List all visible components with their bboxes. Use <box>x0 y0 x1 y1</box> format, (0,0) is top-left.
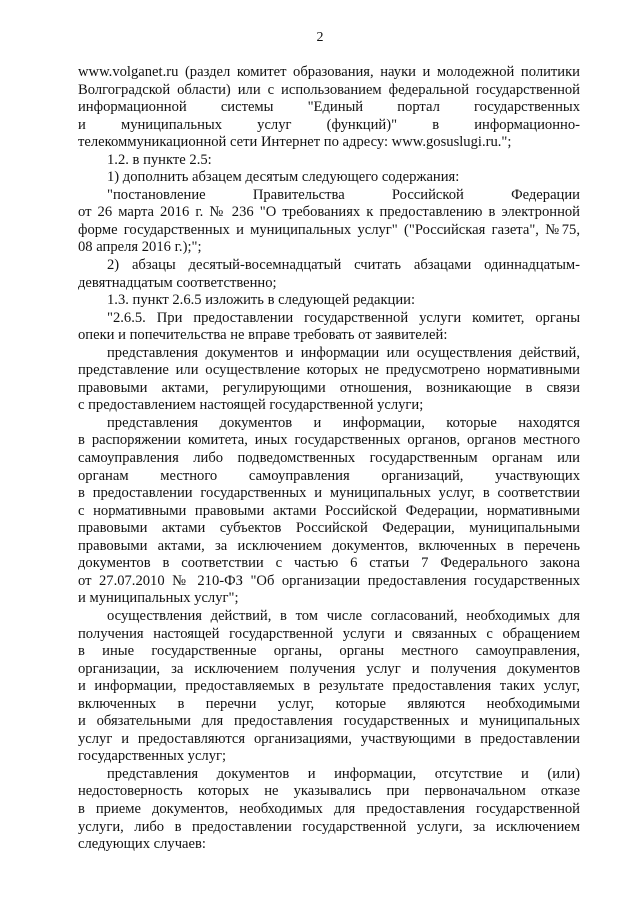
text-line: услуги, либо в предоставлении государственной услуги, за исключением <box>78 818 580 835</box>
text-line: осуществления действий, в том числе согласований, необходимых для <box>107 607 580 624</box>
text-line: 2) абзацы десятый-восемнадцатый считать абзацами одиннадцатым- <box>107 257 580 274</box>
text-line: с предоставлением настоящей государственной услуги; <box>78 397 424 414</box>
text-line: в иные государственные органы, органы местного самоуправления, <box>78 643 580 660</box>
text-line: правовыми актами, регулирующими отношения, возникающие в связи <box>78 379 580 396</box>
text-line: и обязательными для предоставления государственных и муниципальных <box>78 713 580 730</box>
text-line: правовыми актами субъектов Российской Федерации, муниципальными <box>78 520 580 537</box>
text-line: Волгоградской области) или с использованием федеральной государственной <box>78 81 580 98</box>
text-line: от 27.07.2010 № 210-ФЗ "Об организации предоставления государственных <box>78 572 580 589</box>
text-line: организации, за исключением получения услуг и получения документов <box>78 660 580 677</box>
text-line: "постановление Правительства Российской Федерации <box>107 186 580 203</box>
text-line: в приеме документов, необходимых для предоставления государственной <box>78 800 580 817</box>
text-line: 08 апреля 2016 г.);"; <box>78 239 202 256</box>
text-line: органам местного самоуправления организаций, участвующих <box>78 467 580 484</box>
text-line: представления документов и информации, которые находятся <box>107 414 580 431</box>
text-line: представления документов и информации или осуществления действий, <box>107 344 580 361</box>
text-line: 1.2. в пункте 2.5: <box>107 151 212 168</box>
text-line: "2.6.5. При предоставлении государственной услуги комитет, органы <box>107 309 580 326</box>
text-line: в распоряжении комитета, иных государственных органов, органов местного <box>78 432 580 449</box>
text-line: правовыми актами, за исключением документов, включенных в перечень <box>78 537 580 554</box>
text-line: www.volganet.ru (раздел комитет образования, науки и молодежной политики <box>78 64 580 80</box>
text-line: 1.3. пункт 2.6.5 изложить в следующей редакции: <box>107 292 416 309</box>
text-line: от 26 марта 2016 г. № 236 "О требованиях к предоставлению в электронной <box>78 204 580 221</box>
text-line: недостоверность которых не указывались при первоначальном отказе <box>78 783 580 800</box>
text-line: форме государственных и муниципальных услуг" ("Российская газета", №75, <box>78 221 580 238</box>
text-line: представление или осуществление которых не предусмотрено нормативными <box>78 362 580 379</box>
text-line: информационной системы "Единый портал государственных <box>78 99 580 116</box>
text-line: включенных в перечни услуг, которые являются необходимыми <box>78 695 580 712</box>
text-line: и муниципальных услуг (функций)" в информационно- <box>78 116 580 133</box>
text-line: и муниципальных услуг"; <box>78 590 239 607</box>
text-line: девятнадцатым соответственно; <box>78 274 277 291</box>
text-line: государственных услуг; <box>78 748 227 765</box>
text-line: в предоставлении государственных и муниципальных услуг, в соответствии <box>78 485 580 502</box>
text-line: и информации, предоставляемых в результате предоставления таких услуг, <box>78 678 580 695</box>
text-line: телекоммуникационной сети Интернет по адресу: www.gosuslugi.ru."; <box>78 134 512 151</box>
text-line: самоуправления либо подведомственных государственным органам или <box>78 450 580 467</box>
text-line: получения настоящей государственной услуги и связанных с обращением <box>78 625 580 642</box>
text-line: следующих случаев: <box>78 836 206 853</box>
text-line: представления документов и информации, отсутствие и (или) <box>107 765 580 782</box>
text-line: опеки и попечительства не вправе требовать от заявителей: <box>78 327 448 344</box>
text-line: с нормативными правовыми актами Российской Федерации, нормативными <box>78 502 580 519</box>
document-body <box>78 64 580 854</box>
page-number: 2 <box>316 30 324 45</box>
text-line: документов в соответствии с частью 6 статьи 7 Федерального закона <box>78 555 580 572</box>
text-line: 1) дополнить абзацем десятым следующего содержания: <box>107 169 460 186</box>
text-line: услуг и предоставляются организациями, участвующими в предоставлении <box>78 730 580 747</box>
